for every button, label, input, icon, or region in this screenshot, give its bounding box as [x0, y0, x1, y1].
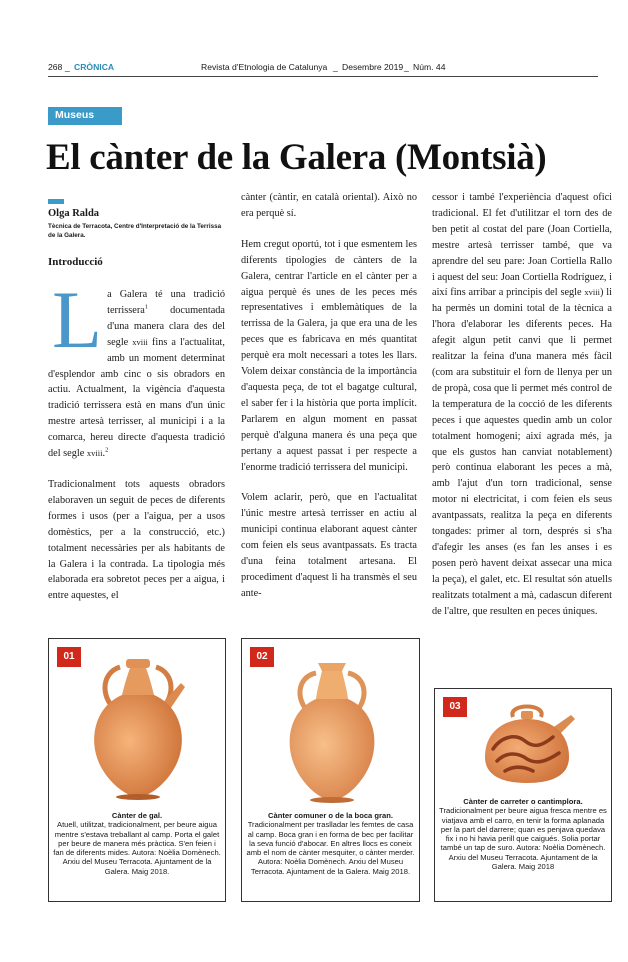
- paragraph: Tradicionalment tots aquests obradors elaboraven un seguit de peces de diferents formes i usos (per a l'aigua, per a usos domèstics, per a la construcció, etc.) totalment necessàries per als habitants de la Galera i la contrada. La tipologia més elaborada era sobretot peces per a aigua, i entre aquestes, el: [48, 478, 225, 602]
- paragraph: Hem cregut oportú, tot i que esmentem les diferents tipologies de cànters de la Galera, centrar l'article en el cànter per a aigua perquè és unes de les peces més representatives i emblemàtiques de la terrissa de la Galera, ja que era una de les peces que es fabricava en més quantitat perquè era molt necessari a totes les llars. Volem deixar constància de la importància d'aquesta peça, de tot el bagatge cultural, el saber fer i la història que porta implícit. Parlarem en algun moment en passat perquè d'alguna manera és una peça que pertany a aquest passat i per respecte a l'enorme tradició terrissera del municipi.: [241, 238, 417, 473]
- header-section: CRÒNICA: [74, 62, 115, 72]
- author-affiliation: Tècnica de Terracota, Centre d'Interpretació de la Terrissa de la Galera.: [48, 223, 222, 239]
- header-dash: _: [333, 62, 338, 72]
- section-heading: Introducció: [48, 256, 103, 268]
- caption-title: Cànter de carreter o cantimplora.: [463, 797, 583, 806]
- header-date: Desembre 2019: [342, 62, 404, 72]
- water-jug-image: [78, 653, 198, 803]
- paragraph: cànter (càntir, en català oriental). Això no era perquè sí.: [241, 192, 417, 219]
- wide-mouth-jug-image: [272, 655, 392, 805]
- paragraph: Volem aclarir, però, que en l'actualitat l'únic mestre artesà terrisser en actiu al municipi continua elaborant aquest cànter com feien els seus avantpassats. Es tracta d'una feina totalment artesana. El procediment d'aquest li ha transmès el seu ante-: [241, 492, 417, 599]
- header-dash: _: [404, 62, 409, 72]
- caption-title: Cànter comuner o de la boca gran.: [268, 811, 393, 820]
- figure-caption: [53, 811, 221, 876]
- caption-title: Cànter de gal.: [111, 811, 163, 820]
- author-name: Olga Ralda: [48, 208, 100, 219]
- page-number: 268: [48, 62, 63, 72]
- canteen-image: [467, 697, 587, 787]
- header-rule: [48, 76, 598, 77]
- running-header: [48, 62, 598, 76]
- figure-number: 01: [57, 647, 81, 667]
- text-column-1: [48, 274, 225, 619]
- footnote-ref: 2: [105, 446, 109, 454]
- article-title: El cànter de la Galera (Montsià): [46, 137, 547, 178]
- header-dash: _: [65, 62, 70, 72]
- caption-text: Atuell, utilitzat, tradicionalment, per beure aigua mentre s'estava treballant al camp. Porta el galet per beure de manera més pràctica. S'en feien i fan de diferents mides. Autora: Noèlia Domènech. Arxiu del Museu Terracota. Ajuntament de la Galera. Maig 2018.: [53, 820, 221, 876]
- section-badge: Museus: [48, 107, 122, 125]
- author-marker: [48, 199, 64, 204]
- footnote-ref: 1: [144, 303, 149, 311]
- figure-number: 03: [443, 697, 467, 717]
- header-issue: Núm. 44: [413, 62, 446, 72]
- figure-3: [434, 688, 612, 902]
- figure-caption: [246, 811, 415, 876]
- figure-caption: [439, 797, 607, 871]
- text-column-2: [241, 190, 417, 617]
- figure-number: 02: [250, 647, 274, 667]
- caption-text: Tradicionalment per traslladar les femtes de casa al camp. Boca gran i en forma de bec per facilitar la seva funció d'abocar. En altres llocs es coneix amb el nom de cànter mesquiter, o cànter merder. Autora: Noèlia Domènech. Arxiu del Museu Terracota. Ajuntament de la Galera. Maig 2018.: [246, 820, 415, 876]
- figure-1: [48, 638, 226, 902]
- figure-2: [241, 638, 420, 902]
- paragraph: cessor i també l'experiència d'aquest ofici tradicional. El fet d'utilitzar el torn des de ben petit al costat del pare (Joan Cortiella, mestre artesà terrisser també, que va aprendre del seu pare: Joan Cortiella Rallo i aquest del seu: Joan Cortiella Rodríguez, i així fins arribar a principis del segle xviii) li ha permès un domini total de la tècnica a l'hora d'elaborar les diferents peces. Ha afegit algun petit canvi que li permet realitzar la feina d'una manera més fàcil (com ara substituir el forn de llenya per un de propà, cosa que li permet més control de la temperatura de la cocció de les diferents peces i que aquestes quedin amb un color totalment homogeni; així agrada més, ja que els gustos han canviat notablement) però continua elaborant les peces a mà, amb l'ajut d'un torn tradicional, sense motor ni electricitat, i com feien els seus avantpassats, realitza la peça en diferents tongades: primer al torn, després si s'ha d'afegir les anses (es fan les anses i es posen però havent deixat assecar una mica la peça), el galet, etc. El resultat són atuells realitzats totalment a mà, cadascun diferent de l'altre, que resulten en peces úniques.: [432, 192, 612, 617]
- text-column-3: [432, 190, 612, 634]
- header-journal: Revista d'Etnologia de Catalunya: [201, 62, 328, 72]
- drop-cap: L: [52, 274, 103, 365]
- caption-text: Tradicionalment per beure aigua fresca mentre es viatjava amb el carro, en tenir la forma aplanada per la part del darrere; quan es penjava quedava fix i no hi havia perill que caigués. Solia portar també un tap de suro. Autora: Noèlia Domènech. Arxiu del Museu Terracota. Ajuntament de la Galera. Maig 2018: [439, 806, 607, 872]
- paragraph: La Galera té una tradició terrissera$^1$ documentada d'una manera clara des del segle xviii fins a l'actualitat, amb un moment determinat d'esplendor amb cinc o sis obradors en actiu. Actualment, la vigència d'aquesta tradició terrissera està en mans d'un únic mestre artesà terrisser, al municipi i a la comarca, hereu directe d'aquesta tradició del segle xviii.$^2$: [48, 274, 225, 460]
